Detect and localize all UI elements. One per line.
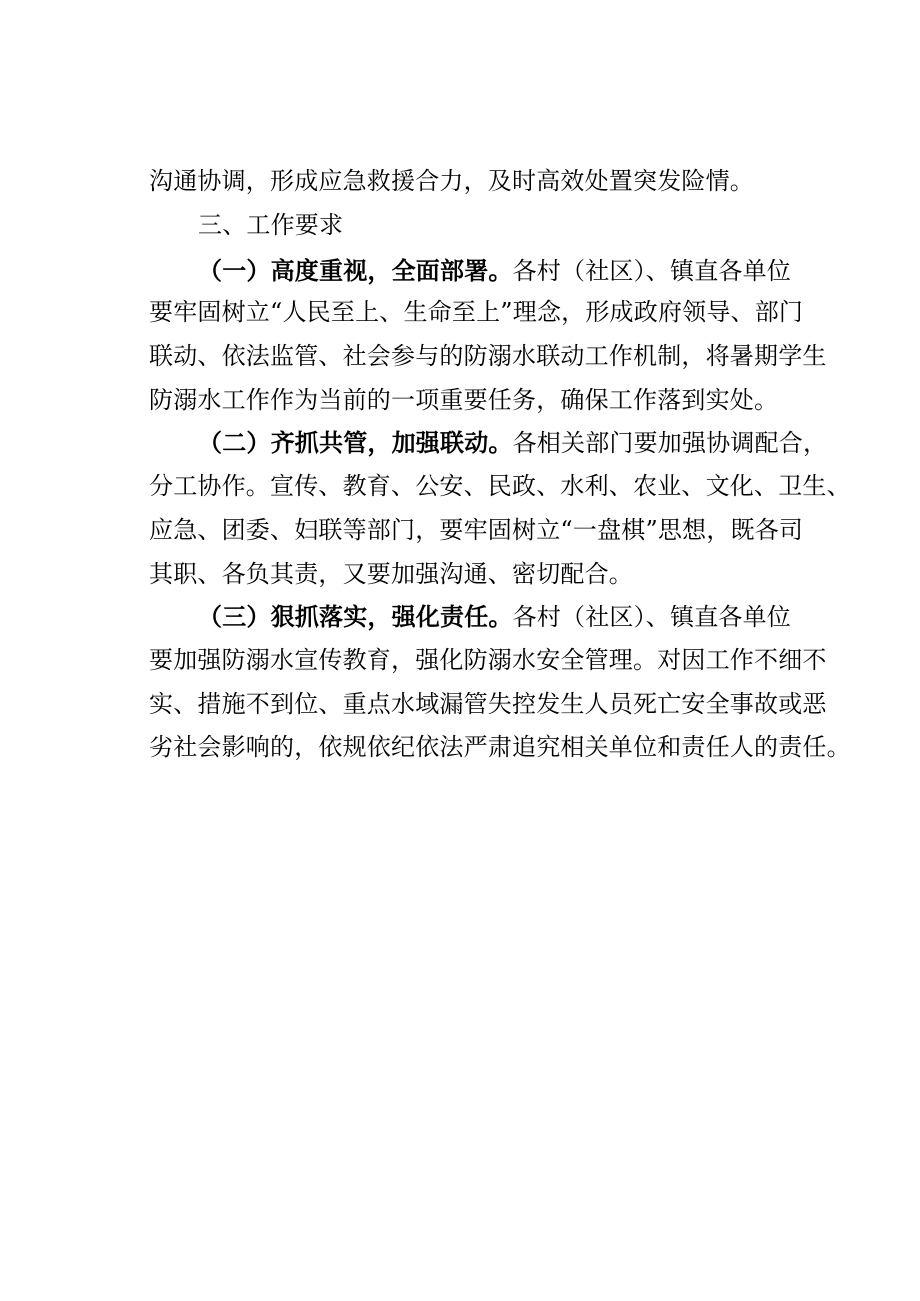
- item-3-line-4: 劣社会影响的，依规依纪依法严肃追究相关单位和责任人的责任。: [149, 733, 851, 761]
- item-2-title: （二）齐抓共管，加强联动。: [198, 428, 513, 457]
- item-1-line-2: 要牢固树立“人民至上、生命至上”理念，形成政府领导、部门: [149, 298, 804, 326]
- item-2-line-4: 其职、各负其责，又要加强沟通、密切配合。: [149, 560, 633, 588]
- item-1-line-4: 防溺水工作作为当前的一项重要任务，确保工作落到实处。: [149, 386, 779, 414]
- item-2-line-2: 分工协作。宣传、教育、公安、民政、水利、农业、文化、卫生、: [149, 472, 851, 500]
- item-1-title: （一）高度重视，全面部署。: [198, 256, 513, 285]
- item-3-line-3: 实、措施不到位、重点水域漏管失控发生人员死亡安全事故或恶: [149, 690, 827, 718]
- item-3-text: 各村（社区）、镇直各单位: [512, 603, 792, 631]
- item-1-line-3: 联动、依法监管、社会参与的防溺水联动工作机制，将暑期学生: [149, 342, 827, 370]
- item-2-line-3: 应急、团委、妇联等部门，要牢固树立“一盘棋”思想，既各司: [149, 516, 804, 544]
- item-3-title: （三）狠抓落实，强化责任。: [198, 602, 513, 631]
- item-2-text: 各相关部门要加强协调配合，: [512, 429, 828, 457]
- item-3-first-line: [198, 602, 828, 632]
- section-heading: 三、工作要求: [198, 211, 344, 239]
- item-3-line-2: 要加强防溺水宣传教育，强化防溺水安全管理。对因工作不细不: [149, 646, 827, 674]
- item-1-first-line: [198, 256, 828, 286]
- item-2-first-line: [198, 428, 828, 458]
- item-1-text: 各村（社区）、镇直各单位: [512, 257, 792, 285]
- body-text-line: 沟通协调，形成应急救援合力，及时高效处置突发险情。: [149, 167, 754, 195]
